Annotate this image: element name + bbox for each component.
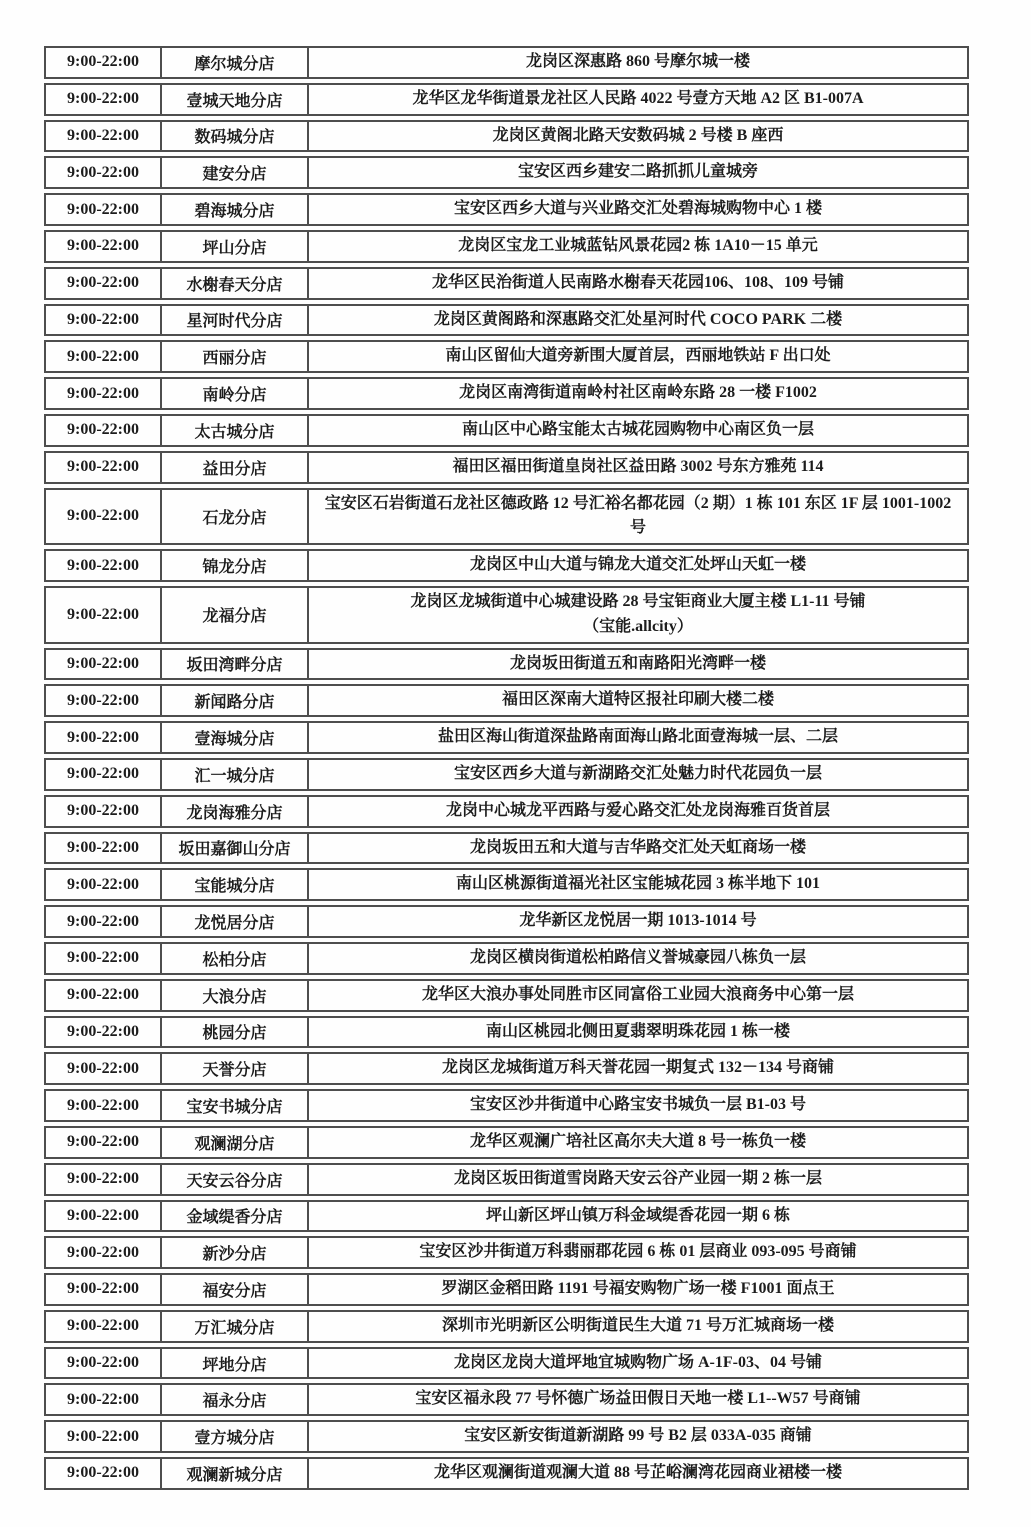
store-hours-cell: 9:00-22:00 xyxy=(44,488,162,546)
store-address-line: 龙岗区宝龙工业城蓝钻风景花园2 栋 1A10－15 单元 xyxy=(458,236,818,254)
store-address-cell xyxy=(309,377,969,410)
store-address-line: 龙岗区龙城街道中心城建设路 28 号宝钜商业大厦主楼 L1-11 号铺 xyxy=(410,592,866,610)
store-name-cell: 南岭分店 xyxy=(162,377,309,410)
store-name-cell: 壹方城分店 xyxy=(162,1420,309,1453)
store-address-line: 福田区深南大道特区报社印刷大楼二楼 xyxy=(501,691,774,709)
store-hours-cell: 9:00-22:00 xyxy=(44,414,162,447)
store-address-line: 龙岗坂田街道五和南路阳光湾畔一楼 xyxy=(509,654,766,672)
store-address-line: 盐田区海山街道深盐路南面海山路北面壹海城一层、二层 xyxy=(437,728,838,746)
table-row xyxy=(44,377,969,410)
store-address-cell xyxy=(309,758,969,791)
store-name-cell: 观澜湖分店 xyxy=(162,1126,309,1159)
store-address-cell xyxy=(309,1126,969,1159)
store-address-cell xyxy=(309,1273,969,1306)
store-hours-cell: 9:00-22:00 xyxy=(44,1016,162,1049)
store-name-cell: 新闻路分店 xyxy=(162,684,309,717)
store-address-cell xyxy=(309,832,969,865)
store-address-line: 南山区留仙大道旁新围大厦首层，西丽地铁站 F 出口处 xyxy=(445,347,831,365)
store-address-line: 龙岗区黄阁路和深惠路交汇处星河时代 COCO PARK 二楼 xyxy=(433,310,843,328)
store-address-cell xyxy=(309,721,969,754)
store-name-cell: 坪山分店 xyxy=(162,230,309,263)
store-address-line: 龙岗区龙岗大道坪地宜城购物广场 A-1F-03、04 号铺 xyxy=(454,1353,822,1371)
store-address-line: 宝安区西乡大道与新湖路交汇处魅力时代花园负一层 xyxy=(453,764,822,782)
store-address-cell xyxy=(309,1016,969,1049)
table-row xyxy=(44,230,969,263)
store-hours-cell: 9:00-22:00 xyxy=(44,340,162,373)
store-hours-cell: 9:00-22:00 xyxy=(44,267,162,300)
store-address-cell xyxy=(309,1236,969,1269)
table-row xyxy=(44,120,969,153)
store-hours-cell: 9:00-22:00 xyxy=(44,46,162,79)
store-address-cell xyxy=(309,267,969,300)
store-address-cell xyxy=(309,648,969,681)
store-name-cell: 石龙分店 xyxy=(162,488,309,546)
store-name-cell: 宝安书城分店 xyxy=(162,1089,309,1122)
table-row xyxy=(44,549,969,582)
table-row xyxy=(44,1310,969,1343)
store-address-line: 龙岗区南湾街道南岭村社区南岭东路 28 一楼 F1002 xyxy=(459,384,817,402)
table-row xyxy=(44,868,969,901)
store-address-cell xyxy=(309,1420,969,1453)
store-address-line: 南山区桃园北侧田夏翡翠明珠花园 1 栋一楼 xyxy=(485,1022,790,1040)
table-row xyxy=(44,1200,969,1233)
store-address-cell xyxy=(309,230,969,263)
store-hours-cell: 9:00-22:00 xyxy=(44,942,162,975)
store-name-cell: 壹海城分店 xyxy=(162,721,309,754)
store-name-cell: 建安分店 xyxy=(162,156,309,189)
store-address-cell xyxy=(309,795,969,828)
store-name-cell: 碧海城分店 xyxy=(162,193,309,226)
store-address-cell xyxy=(309,549,969,582)
store-name-cell: 益田分店 xyxy=(162,451,309,484)
store-hours-table xyxy=(44,42,969,1494)
store-name-cell: 宝能城分店 xyxy=(162,868,309,901)
store-name-cell: 天安云谷分店 xyxy=(162,1163,309,1196)
store-address-line: 宝安区石岩街道石龙社区德政路 12 号汇裕名都花园（2 期）1 栋 101 东区 1F 层 1001-1002 号 xyxy=(324,494,952,537)
store-address-line: 龙岗区中山大道与锦龙大道交汇处坪山天虹一楼 xyxy=(469,556,806,574)
store-address-line: 罗湖区金稻田路 1191 号福安购物广场一楼 F1001 面点王 xyxy=(441,1280,835,1298)
store-address-cell xyxy=(309,1457,969,1490)
table-row xyxy=(44,1052,969,1085)
store-hours-cell: 9:00-22:00 xyxy=(44,230,162,263)
store-address-line: 宝安区福永段 77 号怀德广场益田假日天地一楼 L1--W57 号商铺 xyxy=(415,1390,861,1408)
store-address-line: 宝安区新安街道新湖路 99 号 B2 层 033A-035 商铺 xyxy=(464,1427,812,1445)
store-hours-cell: 9:00-22:00 xyxy=(44,648,162,681)
store-hours-cell: 9:00-22:00 xyxy=(44,868,162,901)
table-row xyxy=(44,795,969,828)
store-address-cell xyxy=(309,684,969,717)
store-address-cell xyxy=(309,1089,969,1122)
table-row xyxy=(44,1089,969,1122)
store-address-line: 宝安区沙井街道万科翡丽郡花园 6 栋 01 层商业 093-095 号商铺 xyxy=(419,1243,857,1261)
store-address-cell xyxy=(309,1052,969,1085)
store-hours-cell: 9:00-22:00 xyxy=(44,1200,162,1233)
table-row xyxy=(44,905,969,938)
store-hours-cell: 9:00-22:00 xyxy=(44,758,162,791)
store-hours-cell: 9:00-22:00 xyxy=(44,156,162,189)
store-address-cell xyxy=(309,156,969,189)
store-hours-cell: 9:00-22:00 xyxy=(44,120,162,153)
store-address-line: 宝安区西乡大道与兴业路交汇处碧海城购物中心 1 楼 xyxy=(453,200,822,218)
store-name-cell: 坂田湾畔分店 xyxy=(162,648,309,681)
store-hours-cell: 9:00-22:00 xyxy=(44,832,162,865)
table-row xyxy=(44,340,969,373)
table-row xyxy=(44,721,969,754)
store-hours-cell: 9:00-22:00 xyxy=(44,1089,162,1122)
table-row xyxy=(44,83,969,116)
store-address-cell xyxy=(309,1383,969,1416)
store-address-line: 宝安区沙井街道中心路宝安书城负一层 B1-03 号 xyxy=(469,1096,806,1114)
table-row xyxy=(44,156,969,189)
store-hours-cell: 9:00-22:00 xyxy=(44,1310,162,1343)
store-address-line: 龙岗中心城龙平西路与爱心路交汇处龙岗海雅百货首层 xyxy=(445,801,830,819)
store-address-cell xyxy=(309,451,969,484)
store-hours-cell: 9:00-22:00 xyxy=(44,586,162,644)
store-address-line: 龙华区观澜街道观澜大道 88 号芷峪澜湾花园商业裙楼一楼 xyxy=(433,1464,842,1482)
store-address-line: 龙岗坂田五和大道与吉华路交汇处天虹商场一楼 xyxy=(469,838,806,856)
store-hours-cell: 9:00-22:00 xyxy=(44,979,162,1012)
store-hours-cell: 9:00-22:00 xyxy=(44,1383,162,1416)
store-name-cell: 天誉分店 xyxy=(162,1052,309,1085)
store-address-cell xyxy=(309,868,969,901)
store-address-cell xyxy=(309,46,969,79)
store-name-cell: 龙福分店 xyxy=(162,586,309,644)
store-name-cell: 新沙分店 xyxy=(162,1236,309,1269)
store-hours-cell: 9:00-22:00 xyxy=(44,905,162,938)
store-address-cell xyxy=(309,586,969,644)
store-name-cell: 水榭春天分店 xyxy=(162,267,309,300)
store-hours-cell: 9:00-22:00 xyxy=(44,377,162,410)
store-address-line: 龙岗区黄阁北路天安数码城 2 号楼 B 座西 xyxy=(492,126,784,144)
store-address-line: 南山区桃源街道福光社区宝能城花园 3 栋半地下 101 xyxy=(455,875,820,893)
store-address-cell xyxy=(309,1200,969,1233)
store-name-cell: 太古城分店 xyxy=(162,414,309,447)
store-name-cell: 大浪分店 xyxy=(162,979,309,1012)
table-row xyxy=(44,1420,969,1453)
table-row xyxy=(44,832,969,865)
store-name-cell: 观澜新城分店 xyxy=(162,1457,309,1490)
store-address-line: 宝安区西乡建安二路抓抓儿童城旁 xyxy=(517,163,758,181)
store-name-cell: 万汇城分店 xyxy=(162,1310,309,1343)
store-name-cell: 数码城分店 xyxy=(162,120,309,153)
store-address-line: 龙华区大浪办事处同胜市区同富俗工业园大浪商务中心第一层 xyxy=(421,985,854,1003)
store-name-cell: 西丽分店 xyxy=(162,340,309,373)
table-row xyxy=(44,414,969,447)
store-hours-cell: 9:00-22:00 xyxy=(44,1052,162,1085)
store-address-line: 福田区福田街道皇岗社区益田路 3002 号东方雅苑 114 xyxy=(452,457,824,475)
store-name-cell: 福安分店 xyxy=(162,1273,309,1306)
store-address-cell xyxy=(309,340,969,373)
store-name-cell: 壹城天地分店 xyxy=(162,83,309,116)
store-hours-cell: 9:00-22:00 xyxy=(44,1457,162,1490)
store-hours-cell: 9:00-22:00 xyxy=(44,1347,162,1380)
store-address-cell xyxy=(309,942,969,975)
table-row xyxy=(44,684,969,717)
store-address-cell xyxy=(309,304,969,337)
store-hours-cell: 9:00-22:00 xyxy=(44,684,162,717)
store-address-line: 南山区中心路宝能太古城花园购物中心南区负一层 xyxy=(461,420,814,438)
store-name-cell: 福永分店 xyxy=(162,1383,309,1416)
store-address-line: 龙岗区横岗街道松柏路信义誉城豪园八栋负一层 xyxy=(469,948,806,966)
table-row xyxy=(44,1126,969,1159)
table-row xyxy=(44,1236,969,1269)
table-row xyxy=(44,1347,969,1380)
store-hours-cell: 9:00-22:00 xyxy=(44,451,162,484)
store-hours-cell: 9:00-22:00 xyxy=(44,1236,162,1269)
store-address-cell xyxy=(309,979,969,1012)
table-row xyxy=(44,942,969,975)
store-address-line: 深圳市光明新区公明街道民生大道 71 号万汇城商场一楼 xyxy=(441,1316,834,1334)
store-address-line: 龙华区民治街道人民南路水榭春天花园106、108、109 号铺 xyxy=(431,273,844,291)
store-hours-cell: 9:00-22:00 xyxy=(44,1126,162,1159)
table-row xyxy=(44,979,969,1012)
store-address-line: 龙岗区深惠路 860 号摩尔城一楼 xyxy=(525,53,750,70)
store-address-cell xyxy=(309,905,969,938)
store-address-line: 龙华区观澜广培社区高尔夫大道 8 号一栋负一楼 xyxy=(469,1132,806,1150)
store-address-cell xyxy=(309,120,969,153)
table-row xyxy=(44,304,969,337)
table-row xyxy=(44,46,969,79)
table-row xyxy=(44,267,969,300)
store-name-cell: 龙岗海雅分店 xyxy=(162,795,309,828)
store-hours-cell: 9:00-22:00 xyxy=(44,304,162,337)
store-address-cell xyxy=(309,193,969,226)
store-address-line: 龙岗区坂田街道雪岗路天安云谷产业园一期 2 栋一层 xyxy=(453,1169,822,1187)
store-name-cell: 坪地分店 xyxy=(162,1347,309,1380)
store-hours-cell: 9:00-22:00 xyxy=(44,1163,162,1196)
store-hours-cell: 9:00-22:00 xyxy=(44,549,162,582)
store-hours-cell: 9:00-22:00 xyxy=(44,795,162,828)
store-name-cell: 星河时代分店 xyxy=(162,304,309,337)
table-row xyxy=(44,1457,969,1490)
store-name-cell: 桃园分店 xyxy=(162,1016,309,1049)
table-row xyxy=(44,758,969,791)
store-name-cell: 龙悦居分店 xyxy=(162,905,309,938)
store-address-cell xyxy=(309,414,969,447)
store-address-cell xyxy=(309,1163,969,1196)
store-hours-cell: 9:00-22:00 xyxy=(44,83,162,116)
table-row xyxy=(44,193,969,226)
store-address-line: 龙华区龙华街道景龙社区人民路 4022 号壹方天地 A2 区 B1-007A xyxy=(412,89,864,107)
store-name-cell: 锦龙分店 xyxy=(162,549,309,582)
table-row xyxy=(44,648,969,681)
table-row xyxy=(44,1383,969,1416)
table-row xyxy=(44,1016,969,1049)
store-name-cell: 金域缇香分店 xyxy=(162,1200,309,1233)
store-name-cell: 摩尔城分店 xyxy=(162,46,309,79)
store-address-cell xyxy=(309,1310,969,1343)
store-address-line: （宝能.allcity） xyxy=(583,617,693,635)
store-address-line: 龙岗区龙城街道万科天誉花园一期复式 132－134 号商铺 xyxy=(441,1059,834,1077)
table-row xyxy=(44,586,969,644)
store-hours-cell: 9:00-22:00 xyxy=(44,193,162,226)
store-address-line: 龙华新区龙悦居一期 1013-1014 号 xyxy=(519,912,757,930)
table-row xyxy=(44,488,969,546)
table-row xyxy=(44,451,969,484)
store-address-cell xyxy=(309,83,969,116)
store-address-line: 坪山新区坪山镇万科金域缇香花园一期 6 栋 xyxy=(485,1206,790,1224)
store-table-body xyxy=(44,46,969,1490)
store-hours-cell: 9:00-22:00 xyxy=(44,721,162,754)
store-address-cell xyxy=(309,488,969,546)
table-row xyxy=(44,1163,969,1196)
store-address-cell xyxy=(309,1347,969,1380)
table-row xyxy=(44,1273,969,1306)
store-hours-cell: 9:00-22:00 xyxy=(44,1420,162,1453)
store-name-cell: 汇一城分店 xyxy=(162,758,309,791)
store-name-cell: 坂田嘉御山分店 xyxy=(162,832,309,865)
store-name-cell: 松柏分店 xyxy=(162,942,309,975)
store-hours-cell: 9:00-22:00 xyxy=(44,1273,162,1306)
